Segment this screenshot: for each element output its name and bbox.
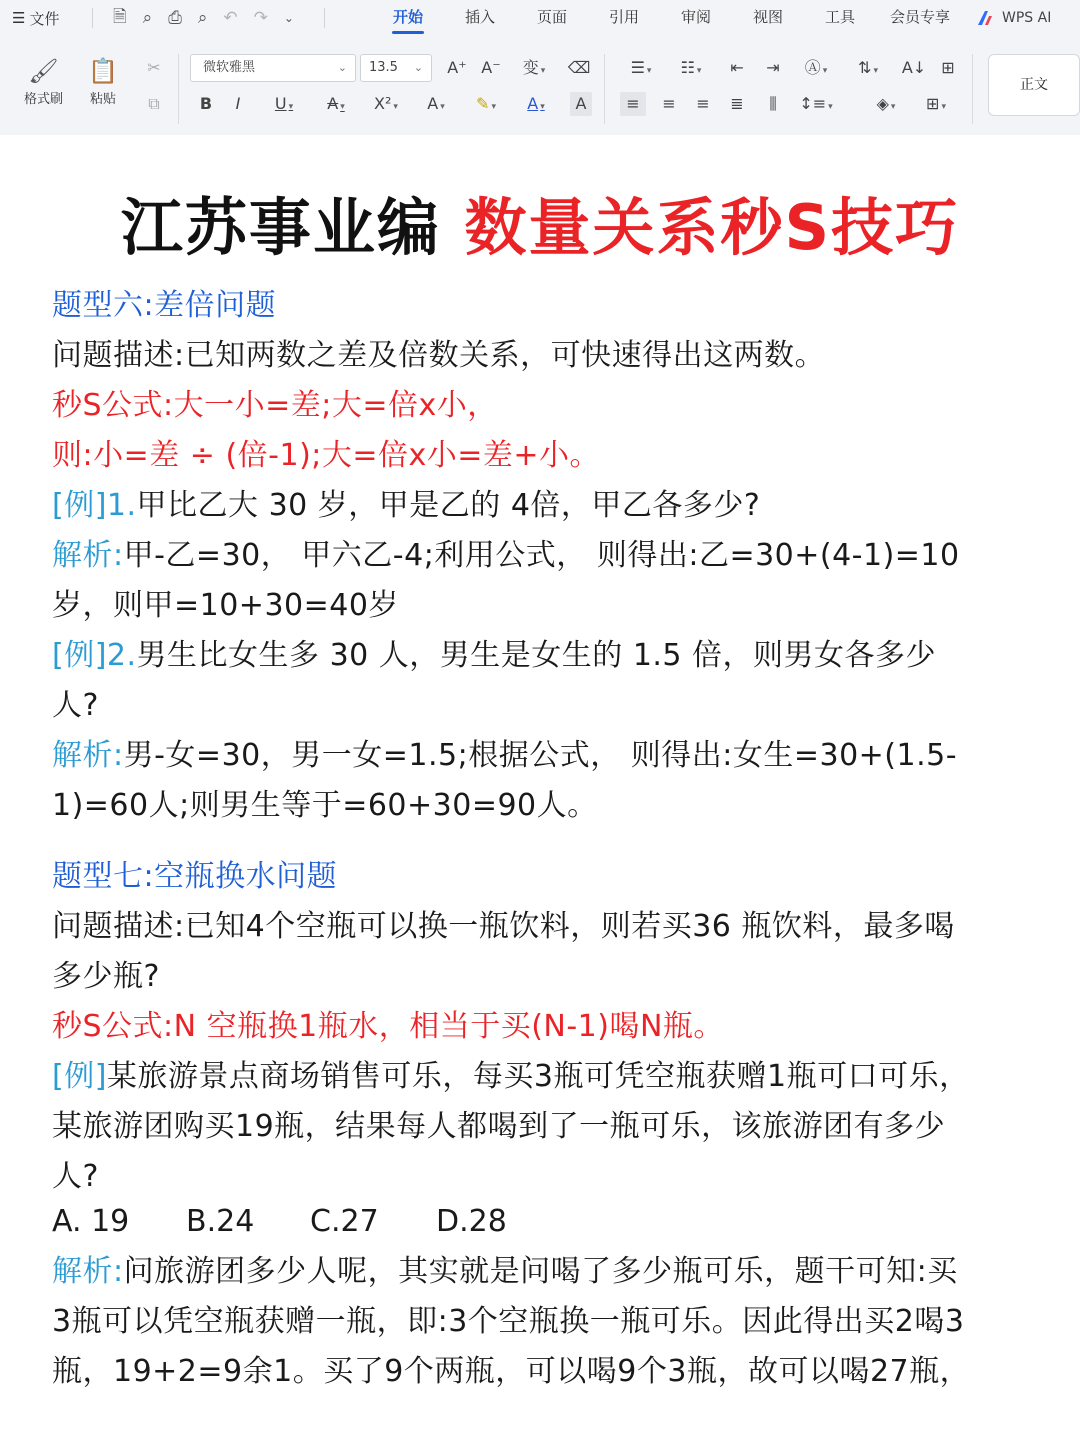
strikethrough-icon[interactable]: A ▾ (327, 94, 345, 113)
ribbon (0, 0, 1080, 135)
show-marks-icon[interactable]: ⊞ (941, 58, 955, 77)
ribbon-tab-bar (0, 0, 1080, 36)
tab-view[interactable]: 视图 (752, 8, 783, 26)
numbered-list-icon[interactable]: ☷ ▾ (680, 58, 702, 77)
font-size-select[interactable] (360, 54, 432, 82)
document-title (0, 178, 1080, 267)
wps-ai-label: WPS AI (1002, 10, 1052, 26)
file-menu[interactable] (0, 8, 80, 29)
title-red-part: 数量关系秒S技巧 (464, 191, 960, 264)
divider (604, 54, 605, 124)
sort-az-icon[interactable]: A↓ (901, 58, 927, 77)
format-painter-button[interactable] (24, 54, 63, 107)
option-b: B.24 (186, 1204, 255, 1239)
section7-description: 问题描述:已知4个空瓶可以换一瓶饮料，则若买36 瓶饮料，最多喝 (52, 909, 955, 944)
section6-example1 (52, 481, 1032, 531)
clear-format-icon[interactable]: ⌫ (567, 58, 591, 77)
solution-text: 甲-乙=30， 甲六乙-4;利用公式， 则得出:乙=30+(4-1)=10 (123, 538, 960, 573)
distributed-icon[interactable]: ⫼ (769, 94, 777, 113)
wps-ai-button[interactable] (978, 6, 1051, 30)
solution-label: 解析: (52, 738, 124, 773)
option-c: C.27 (310, 1204, 379, 1239)
tab-tools[interactable]: 工具 (824, 8, 855, 26)
copy-icon[interactable]: ⧉ (148, 94, 160, 113)
line-spacing-icon[interactable]: ↕≡ ▾ (799, 94, 833, 113)
example-label: [例]1. (52, 488, 137, 523)
bullet-list-icon[interactable]: ☰ ▾ (630, 58, 652, 77)
example-text: 男生比女生多 30 人，男生是女生的 1.5 倍，则男女各多少 (136, 638, 937, 673)
chevron-down-icon: ⌄ (337, 61, 347, 74)
shrink-font-icon[interactable]: A⁻ (481, 58, 501, 77)
wps-ai-logo-icon (978, 11, 996, 25)
section6-example1-solution-cont: 岁，则甲=10+30=40岁 (52, 588, 399, 623)
section6-formula-line2: 则:小=差 ÷ (倍-1);大=倍x小=差+小。 (52, 438, 601, 473)
section6-heading: 题型六:差倍问题 (52, 288, 277, 323)
section7-description-cont: 多少瓶? (52, 959, 160, 994)
font-name-select[interactable] (190, 54, 356, 82)
align-center-icon[interactable]: ≡ (662, 94, 676, 113)
tab-home[interactable]: 开始 (372, 0, 444, 36)
font-color-icon[interactable]: A ▾ (527, 94, 545, 113)
example-text: 某旅游景点商场销售可乐，每买3瓶可凭空瓶获赠1瓶可口可乐， (106, 1059, 970, 1094)
home-toolbar (0, 42, 1080, 132)
section6-description: 问题描述:已知两数之差及倍数关系，可快速得出这两数。 (52, 338, 826, 373)
chevron-down-icon: ⌄ (413, 61, 423, 74)
increase-indent-icon[interactable]: ⇥ (766, 58, 780, 77)
section7-solution-cont1: 3瓶可以凭空瓶获赠一瓶，即:3个空瓶换一瓶可乐。因此得出买2喝3 (52, 1304, 965, 1339)
paste-label: 粘贴 (89, 92, 116, 107)
font-name-value: 微软雅黑 (203, 60, 256, 75)
solution-label: 解析: (52, 538, 124, 573)
paste-button[interactable] (88, 54, 118, 107)
save-icon[interactable]: 🗎 (113, 6, 127, 27)
tab-member[interactable]: 会员专享 (889, 8, 950, 26)
divider (92, 8, 93, 28)
style-normal[interactable]: 正文 (988, 54, 1080, 116)
print-preview-icon[interactable]: ⌕ (197, 8, 208, 28)
format-icon[interactable]: ⌕ (142, 8, 153, 28)
solution-text: 问旅游团多少人呢，其实就是问喝了多少瓶可乐，题干可知:买 (123, 1254, 958, 1289)
align-left-icon[interactable]: ≡ (620, 92, 646, 116)
chevron-down-icon[interactable]: ⌄ (283, 11, 294, 25)
divider (178, 54, 179, 124)
undo-icon[interactable]: ↶ (223, 8, 238, 28)
clipboard-icon: 📋 (88, 57, 118, 85)
print-icon[interactable]: ⎙ (168, 8, 182, 28)
font-size-value: 13.5 (369, 60, 398, 75)
section7-solution (52, 1247, 1032, 1297)
section6-example2 (52, 631, 1032, 681)
divider (324, 8, 325, 28)
section7-example (52, 1052, 1032, 1102)
section7-formula: 秒S公式:N 空瓶换1瓶水，相当于买(N-1)喝N瓶。 (52, 1009, 724, 1044)
section7-example-cont1: 某旅游团购买19瓶，结果每人都喝到了一瓶可乐，该旅游团有多少 (52, 1109, 946, 1144)
section6-formula-line1: 秒S公式:大一小=差;大=倍x小， (52, 388, 498, 423)
ribbon-tabs (372, 0, 964, 36)
section6-example2-cont: 人? (52, 688, 99, 723)
hamburger-icon: ☰ (12, 9, 26, 27)
phonetic-guide-icon[interactable]: 变 ▾ (522, 58, 546, 77)
superscript-icon[interactable]: X² ▾ (374, 94, 398, 113)
section6-example1-solution (52, 531, 1032, 581)
format-painter-label: 格式刷 (24, 92, 64, 107)
paint-brush-icon: 🖌 (28, 57, 59, 85)
decrease-indent-icon[interactable]: ⇤ (730, 58, 744, 77)
solution-label: 解析: (52, 1254, 124, 1289)
char-shading-icon[interactable]: A (570, 92, 592, 116)
quick-access-toolbar (80, 4, 339, 33)
section7-heading: 题型七:空瓶换水问题 (52, 859, 338, 894)
option-a: A. 19 (52, 1204, 130, 1239)
title-black-part: 江苏事业编 (120, 191, 441, 264)
italic-icon[interactable]: I (235, 94, 241, 113)
redo-icon[interactable]: ↷ (253, 8, 268, 28)
section6-example2-solution (52, 731, 1032, 781)
solution-text: 男-女=30，男一女=1.5;根据公式， 则得出:女生=30+(1.5- (123, 738, 958, 773)
example-label: [例]2. (52, 638, 137, 673)
align-right-icon[interactable]: ≡ (696, 94, 710, 113)
section7-example-cont2: 人? (52, 1159, 99, 1194)
tab-references[interactable]: 引用 (608, 8, 639, 26)
tab-page[interactable]: 页面 (536, 8, 567, 26)
sort-icon[interactable]: ⇅ ▾ (858, 58, 878, 77)
answer-options (52, 1197, 507, 1247)
text-direction-icon[interactable]: Ⓐ ▾ (804, 58, 828, 77)
text-effect-icon[interactable]: A ▾ (427, 94, 445, 113)
section7-solution-cont2: 瓶，19+2=9余1。买了9个两瓶，可以喝9个3瓶，故可以喝27瓶， (52, 1354, 971, 1389)
file-menu-label: 文件 (29, 9, 60, 28)
tab-review[interactable]: 审阅 (680, 8, 711, 26)
example-label: [例] (52, 1059, 107, 1094)
bold-icon[interactable]: B (199, 94, 213, 113)
grow-font-icon[interactable]: A⁺ (447, 58, 467, 77)
underline-icon[interactable]: U ▾ (274, 94, 294, 113)
border-icon[interactable]: ⊞ ▾ (926, 94, 946, 113)
section6-example2-solution-cont: 1)=60人;则男生等于=60+30=90人。 (52, 788, 598, 823)
divider (972, 54, 973, 124)
tab-insert[interactable]: 插入 (464, 8, 495, 26)
justify-icon[interactable]: ≣ (730, 94, 744, 113)
shading-icon[interactable]: ◈ ▾ (876, 94, 896, 113)
option-d: D.28 (436, 1204, 507, 1239)
cut-icon[interactable]: ✂ (147, 58, 161, 77)
highlight-icon[interactable]: ✎ ▾ (476, 94, 496, 113)
example-text: 甲比乙大 30 岁，甲是乙的 4倍，甲乙各多少? (136, 488, 761, 523)
